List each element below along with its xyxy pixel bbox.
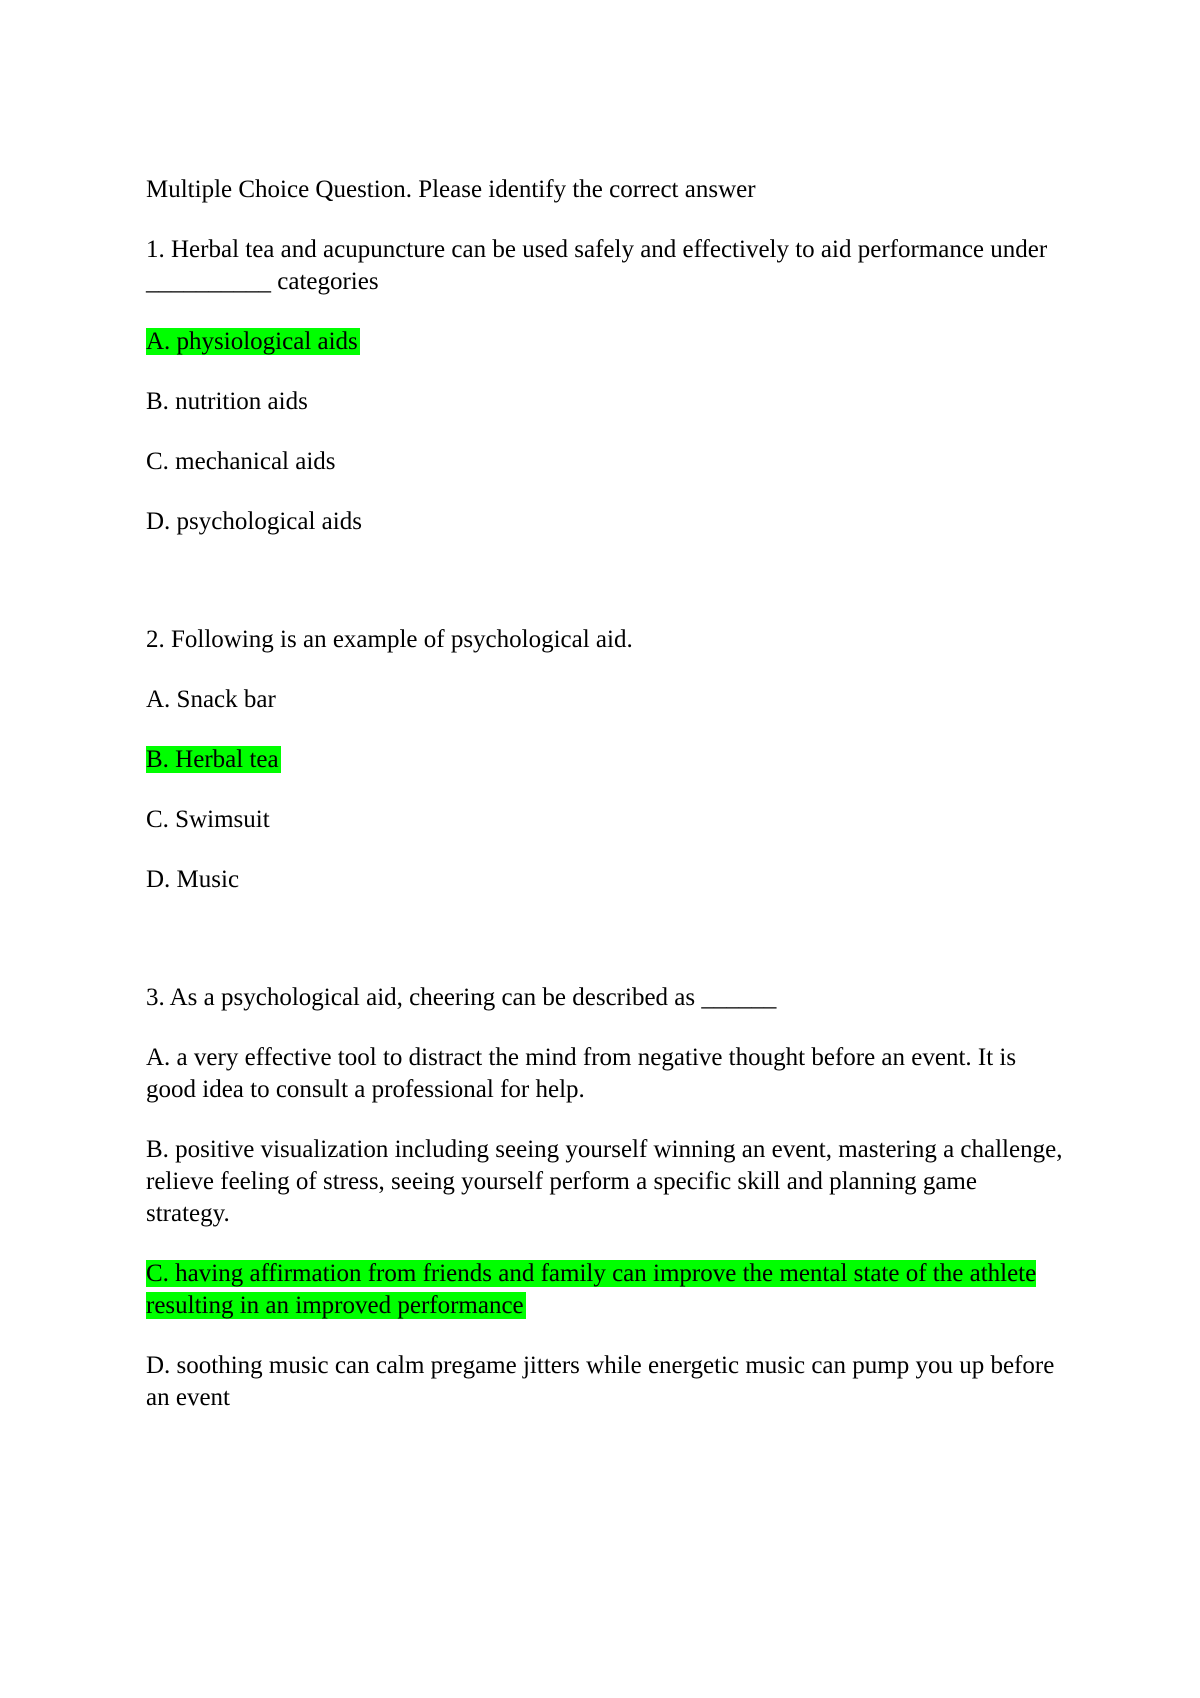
answer-option-d: D. Music [146,866,240,893]
answer-option-b: B. positive visualization including seeing yourself winning an event, mastering a challenge, relieve feeling of stress, seeing yourself perform a specific skill and planning game strategy. [146,1136,1063,1227]
correct-answer-highlight: B. Herbal tea [146,746,279,773]
question-2 [146,624,1066,896]
answer-option-d: D. soothing music can calm pregame jitters while energetic music can pump you up before an event [146,1352,1055,1411]
answer-option-a [146,326,1066,358]
question-prompt: 2. Following is an example of psychological aid. [146,626,633,653]
answer-option-c [146,1258,1066,1322]
answer-option-d: D. psychological aids [146,508,362,535]
question-spacer [146,924,1066,982]
answer-option-c: C. Swimsuit [146,806,270,833]
answer-option-c: C. mechanical aids [146,448,336,475]
question-3 [146,982,1066,1414]
answer-option-a: A. Snack bar [146,686,276,713]
answer-option-a: A. a very effective tool to distract the mind from negative thought before an event. It is good idea to consult a professional for help. [146,1044,1017,1103]
question-prompt: 1. Herbal tea and acupuncture can be used safely and effectively to aid performance under __________ categories [146,236,1048,295]
correct-answer-highlight: C. having affirmation from friends and family can improve the mental state of the athlete resulting in an improved performance [146,1260,1037,1319]
question-1 [146,234,1066,538]
document-heading: Multiple Choice Question. Please identify the correct answer [146,176,756,203]
question-prompt: 3. As a psychological aid, cheering can be described as ______ [146,984,777,1011]
correct-answer-highlight: A. physiological aids [146,328,358,355]
answer-option-b [146,744,1066,776]
document-content [146,174,1066,1442]
answer-option-b: B. nutrition aids [146,388,308,415]
question-spacer [146,566,1066,624]
